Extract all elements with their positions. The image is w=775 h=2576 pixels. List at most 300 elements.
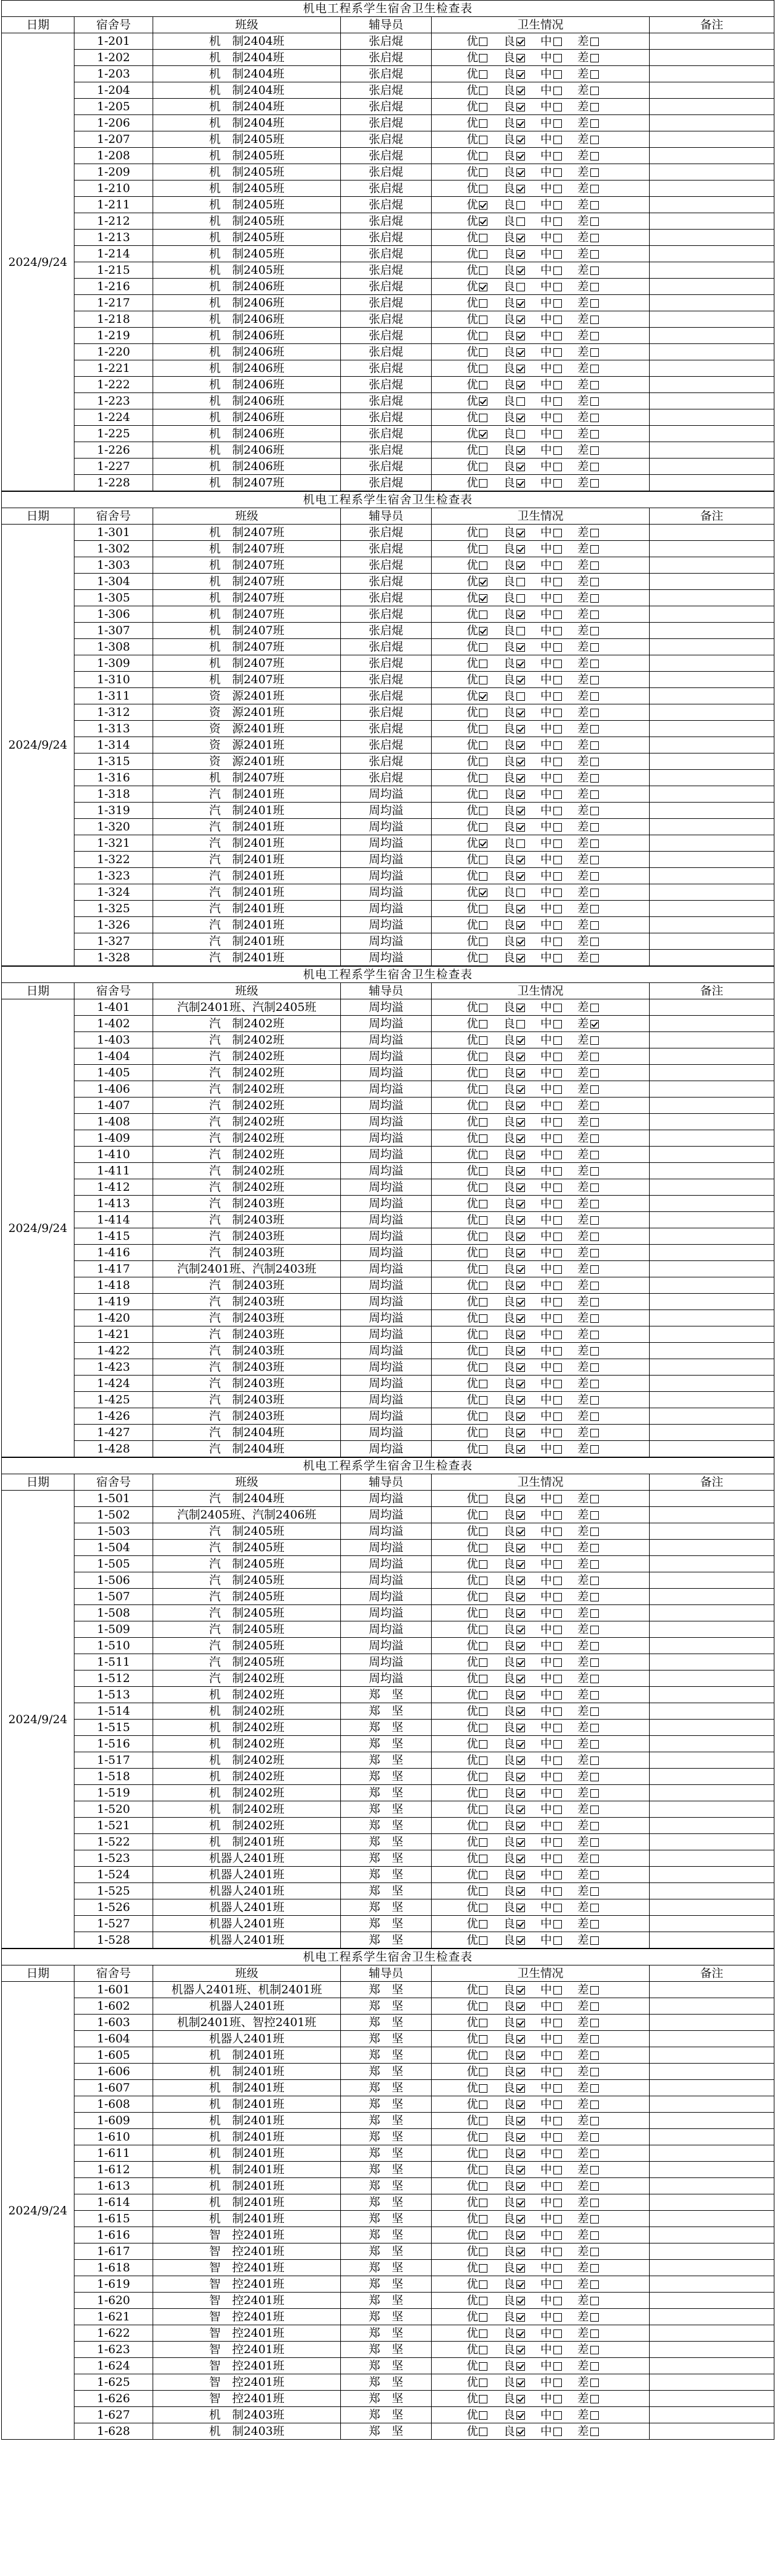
unchecked-box-icon[interactable] bbox=[590, 823, 599, 832]
unchecked-box-icon[interactable] bbox=[553, 1396, 562, 1405]
unchecked-box-icon[interactable] bbox=[590, 1740, 599, 1749]
checked-box-icon[interactable] bbox=[516, 1429, 525, 1437]
unchecked-box-icon[interactable] bbox=[516, 578, 525, 586]
unchecked-box-icon[interactable] bbox=[590, 2231, 599, 2240]
checked-box-icon[interactable] bbox=[479, 692, 487, 701]
unchecked-box-icon[interactable] bbox=[553, 872, 562, 881]
unchecked-box-icon[interactable] bbox=[590, 1593, 599, 1601]
unchecked-box-icon[interactable] bbox=[479, 1134, 487, 1143]
unchecked-box-icon[interactable] bbox=[479, 2019, 487, 2027]
unchecked-box-icon[interactable] bbox=[516, 594, 525, 603]
unchecked-box-icon[interactable] bbox=[590, 1233, 599, 1241]
unchecked-box-icon[interactable] bbox=[553, 561, 562, 570]
checked-box-icon[interactable] bbox=[516, 1855, 525, 1863]
checked-box-icon[interactable] bbox=[516, 1544, 525, 1552]
unchecked-box-icon[interactable] bbox=[479, 1528, 487, 1536]
unchecked-box-icon[interactable] bbox=[590, 741, 599, 750]
unchecked-box-icon[interactable] bbox=[479, 1789, 487, 1798]
checked-box-icon[interactable] bbox=[516, 2051, 525, 2060]
unchecked-box-icon[interactable] bbox=[479, 1314, 487, 1323]
unchecked-box-icon[interactable] bbox=[479, 660, 487, 668]
checked-box-icon[interactable] bbox=[516, 1314, 525, 1323]
unchecked-box-icon[interactable] bbox=[553, 921, 562, 930]
unchecked-box-icon[interactable] bbox=[553, 2117, 562, 2125]
unchecked-box-icon[interactable] bbox=[590, 2264, 599, 2273]
unchecked-box-icon[interactable] bbox=[553, 2199, 562, 2207]
checked-box-icon[interactable] bbox=[516, 2101, 525, 2109]
unchecked-box-icon[interactable] bbox=[479, 611, 487, 619]
unchecked-box-icon[interactable] bbox=[479, 1429, 487, 1437]
checked-box-icon[interactable] bbox=[516, 1363, 525, 1372]
unchecked-box-icon[interactable] bbox=[553, 87, 562, 95]
unchecked-box-icon[interactable] bbox=[479, 758, 487, 766]
unchecked-box-icon[interactable] bbox=[553, 1036, 562, 1045]
unchecked-box-icon[interactable] bbox=[590, 529, 599, 537]
unchecked-box-icon[interactable] bbox=[479, 136, 487, 144]
unchecked-box-icon[interactable] bbox=[553, 1085, 562, 1094]
unchecked-box-icon[interactable] bbox=[479, 545, 487, 554]
unchecked-box-icon[interactable] bbox=[479, 790, 487, 799]
unchecked-box-icon[interactable] bbox=[479, 119, 487, 128]
unchecked-box-icon[interactable] bbox=[590, 1707, 599, 1716]
unchecked-box-icon[interactable] bbox=[590, 332, 599, 340]
unchecked-box-icon[interactable] bbox=[590, 1249, 599, 1257]
unchecked-box-icon[interactable] bbox=[553, 2411, 562, 2420]
unchecked-box-icon[interactable] bbox=[479, 1577, 487, 1585]
checked-box-icon[interactable] bbox=[516, 1233, 525, 1241]
checked-box-icon[interactable] bbox=[516, 1102, 525, 1110]
unchecked-box-icon[interactable] bbox=[553, 1445, 562, 1454]
unchecked-box-icon[interactable] bbox=[590, 561, 599, 570]
checked-box-icon[interactable] bbox=[516, 2297, 525, 2305]
unchecked-box-icon[interactable] bbox=[590, 856, 599, 864]
unchecked-box-icon[interactable] bbox=[553, 1331, 562, 1339]
unchecked-box-icon[interactable] bbox=[479, 2428, 487, 2436]
unchecked-box-icon[interactable] bbox=[590, 790, 599, 799]
unchecked-box-icon[interactable] bbox=[590, 1806, 599, 1814]
unchecked-box-icon[interactable] bbox=[590, 2280, 599, 2289]
unchecked-box-icon[interactable] bbox=[590, 1871, 599, 1879]
unchecked-box-icon[interactable] bbox=[590, 1757, 599, 1765]
unchecked-box-icon[interactable] bbox=[553, 2264, 562, 2273]
unchecked-box-icon[interactable] bbox=[590, 463, 599, 471]
unchecked-box-icon[interactable] bbox=[590, 839, 599, 848]
unchecked-box-icon[interactable] bbox=[553, 2346, 562, 2354]
checked-box-icon[interactable] bbox=[516, 1577, 525, 1585]
unchecked-box-icon[interactable] bbox=[553, 2395, 562, 2403]
unchecked-box-icon[interactable] bbox=[590, 2395, 599, 2403]
unchecked-box-icon[interactable] bbox=[590, 709, 599, 717]
checked-box-icon[interactable] bbox=[516, 1757, 525, 1765]
unchecked-box-icon[interactable] bbox=[553, 2002, 562, 2011]
checked-box-icon[interactable] bbox=[516, 2182, 525, 2191]
unchecked-box-icon[interactable] bbox=[553, 938, 562, 946]
unchecked-box-icon[interactable] bbox=[590, 1184, 599, 1192]
unchecked-box-icon[interactable] bbox=[590, 660, 599, 668]
unchecked-box-icon[interactable] bbox=[479, 2280, 487, 2289]
unchecked-box-icon[interactable] bbox=[590, 217, 599, 226]
unchecked-box-icon[interactable] bbox=[590, 954, 599, 962]
checked-box-icon[interactable] bbox=[516, 529, 525, 537]
checked-box-icon[interactable] bbox=[516, 1396, 525, 1405]
unchecked-box-icon[interactable] bbox=[479, 1347, 487, 1356]
unchecked-box-icon[interactable] bbox=[590, 414, 599, 422]
unchecked-box-icon[interactable] bbox=[516, 430, 525, 439]
unchecked-box-icon[interactable] bbox=[479, 1053, 487, 1061]
unchecked-box-icon[interactable] bbox=[553, 1528, 562, 1536]
checked-box-icon[interactable] bbox=[516, 1724, 525, 1732]
checked-box-icon[interactable] bbox=[516, 2329, 525, 2338]
checked-box-icon[interactable] bbox=[516, 1691, 525, 1700]
unchecked-box-icon[interactable] bbox=[590, 1609, 599, 1618]
unchecked-box-icon[interactable] bbox=[553, 1004, 562, 1012]
checked-box-icon[interactable] bbox=[516, 250, 525, 259]
unchecked-box-icon[interactable] bbox=[553, 774, 562, 783]
unchecked-box-icon[interactable] bbox=[590, 594, 599, 603]
unchecked-box-icon[interactable] bbox=[479, 2035, 487, 2044]
checked-box-icon[interactable] bbox=[479, 430, 487, 439]
unchecked-box-icon[interactable] bbox=[553, 2428, 562, 2436]
unchecked-box-icon[interactable] bbox=[590, 2133, 599, 2142]
checked-box-icon[interactable] bbox=[516, 1609, 525, 1618]
unchecked-box-icon[interactable] bbox=[590, 2035, 599, 2044]
unchecked-box-icon[interactable] bbox=[479, 2362, 487, 2371]
unchecked-box-icon[interactable] bbox=[590, 38, 599, 46]
unchecked-box-icon[interactable] bbox=[590, 2051, 599, 2060]
unchecked-box-icon[interactable] bbox=[553, 1626, 562, 1634]
unchecked-box-icon[interactable] bbox=[590, 2166, 599, 2174]
unchecked-box-icon[interactable] bbox=[590, 1282, 599, 1290]
unchecked-box-icon[interactable] bbox=[590, 381, 599, 389]
unchecked-box-icon[interactable] bbox=[516, 217, 525, 226]
unchecked-box-icon[interactable] bbox=[590, 1986, 599, 1995]
checked-box-icon[interactable] bbox=[516, 1184, 525, 1192]
checked-box-icon[interactable] bbox=[516, 1920, 525, 1929]
unchecked-box-icon[interactable] bbox=[590, 1658, 599, 1667]
unchecked-box-icon[interactable] bbox=[479, 921, 487, 930]
unchecked-box-icon[interactable] bbox=[553, 2019, 562, 2027]
checked-box-icon[interactable] bbox=[516, 938, 525, 946]
unchecked-box-icon[interactable] bbox=[553, 807, 562, 815]
unchecked-box-icon[interactable] bbox=[479, 676, 487, 684]
unchecked-box-icon[interactable] bbox=[590, 1724, 599, 1732]
unchecked-box-icon[interactable] bbox=[553, 2051, 562, 2060]
unchecked-box-icon[interactable] bbox=[553, 1511, 562, 1520]
unchecked-box-icon[interactable] bbox=[479, 1593, 487, 1601]
unchecked-box-icon[interactable] bbox=[553, 856, 562, 864]
unchecked-box-icon[interactable] bbox=[590, 1675, 599, 1683]
unchecked-box-icon[interactable] bbox=[479, 1838, 487, 1847]
unchecked-box-icon[interactable] bbox=[479, 1151, 487, 1159]
checked-box-icon[interactable] bbox=[516, 1675, 525, 1683]
unchecked-box-icon[interactable] bbox=[553, 152, 562, 161]
unchecked-box-icon[interactable] bbox=[479, 1233, 487, 1241]
unchecked-box-icon[interactable] bbox=[590, 365, 599, 373]
checked-box-icon[interactable] bbox=[516, 1822, 525, 1830]
unchecked-box-icon[interactable] bbox=[590, 1134, 599, 1143]
unchecked-box-icon[interactable] bbox=[590, 2199, 599, 2207]
unchecked-box-icon[interactable] bbox=[479, 152, 487, 161]
checked-box-icon[interactable] bbox=[516, 1036, 525, 1045]
unchecked-box-icon[interactable] bbox=[590, 1920, 599, 1929]
checked-box-icon[interactable] bbox=[516, 1118, 525, 1127]
unchecked-box-icon[interactable] bbox=[479, 1085, 487, 1094]
unchecked-box-icon[interactable] bbox=[479, 2199, 487, 2207]
checked-box-icon[interactable] bbox=[516, 2280, 525, 2289]
checked-box-icon[interactable] bbox=[516, 1004, 525, 1012]
unchecked-box-icon[interactable] bbox=[553, 365, 562, 373]
unchecked-box-icon[interactable] bbox=[590, 889, 599, 897]
unchecked-box-icon[interactable] bbox=[590, 2428, 599, 2436]
unchecked-box-icon[interactable] bbox=[590, 1904, 599, 1912]
unchecked-box-icon[interactable] bbox=[479, 1773, 487, 1781]
unchecked-box-icon[interactable] bbox=[590, 1495, 599, 1503]
checked-box-icon[interactable] bbox=[516, 1511, 525, 1520]
unchecked-box-icon[interactable] bbox=[590, 1380, 599, 1388]
checked-box-icon[interactable] bbox=[516, 1658, 525, 1667]
unchecked-box-icon[interactable] bbox=[479, 1920, 487, 1929]
unchecked-box-icon[interactable] bbox=[479, 529, 487, 537]
unchecked-box-icon[interactable] bbox=[553, 676, 562, 684]
checked-box-icon[interactable] bbox=[516, 365, 525, 373]
unchecked-box-icon[interactable] bbox=[590, 103, 599, 111]
unchecked-box-icon[interactable] bbox=[590, 446, 599, 455]
unchecked-box-icon[interactable] bbox=[553, 1495, 562, 1503]
unchecked-box-icon[interactable] bbox=[590, 2346, 599, 2354]
unchecked-box-icon[interactable] bbox=[590, 1085, 599, 1094]
unchecked-box-icon[interactable] bbox=[590, 2101, 599, 2109]
unchecked-box-icon[interactable] bbox=[553, 348, 562, 357]
checked-box-icon[interactable] bbox=[516, 381, 525, 389]
unchecked-box-icon[interactable] bbox=[590, 54, 599, 62]
unchecked-box-icon[interactable] bbox=[479, 316, 487, 324]
unchecked-box-icon[interactable] bbox=[479, 365, 487, 373]
unchecked-box-icon[interactable] bbox=[590, 545, 599, 554]
unchecked-box-icon[interactable] bbox=[590, 1102, 599, 1110]
checked-box-icon[interactable] bbox=[516, 2346, 525, 2354]
unchecked-box-icon[interactable] bbox=[479, 267, 487, 275]
unchecked-box-icon[interactable] bbox=[590, 2117, 599, 2125]
unchecked-box-icon[interactable] bbox=[590, 938, 599, 946]
unchecked-box-icon[interactable] bbox=[590, 1298, 599, 1306]
unchecked-box-icon[interactable] bbox=[590, 921, 599, 930]
unchecked-box-icon[interactable] bbox=[590, 872, 599, 881]
unchecked-box-icon[interactable] bbox=[516, 839, 525, 848]
unchecked-box-icon[interactable] bbox=[553, 2150, 562, 2158]
checked-box-icon[interactable] bbox=[516, 856, 525, 864]
checked-box-icon[interactable] bbox=[479, 397, 487, 406]
unchecked-box-icon[interactable] bbox=[553, 2248, 562, 2256]
unchecked-box-icon[interactable] bbox=[553, 1986, 562, 1995]
checked-box-icon[interactable] bbox=[516, 660, 525, 668]
checked-box-icon[interactable] bbox=[516, 1445, 525, 1454]
unchecked-box-icon[interactable] bbox=[553, 1806, 562, 1814]
unchecked-box-icon[interactable] bbox=[516, 397, 525, 406]
unchecked-box-icon[interactable] bbox=[553, 1871, 562, 1879]
unchecked-box-icon[interactable] bbox=[590, 397, 599, 406]
checked-box-icon[interactable] bbox=[516, 2199, 525, 2207]
checked-box-icon[interactable] bbox=[516, 1347, 525, 1356]
unchecked-box-icon[interactable] bbox=[590, 2362, 599, 2371]
checked-box-icon[interactable] bbox=[479, 627, 487, 635]
unchecked-box-icon[interactable] bbox=[590, 774, 599, 783]
checked-box-icon[interactable] bbox=[516, 1936, 525, 1945]
unchecked-box-icon[interactable] bbox=[553, 414, 562, 422]
unchecked-box-icon[interactable] bbox=[479, 1265, 487, 1274]
checked-box-icon[interactable] bbox=[516, 316, 525, 324]
unchecked-box-icon[interactable] bbox=[553, 1855, 562, 1863]
unchecked-box-icon[interactable] bbox=[553, 479, 562, 488]
unchecked-box-icon[interactable] bbox=[479, 38, 487, 46]
checked-box-icon[interactable] bbox=[516, 87, 525, 95]
checked-box-icon[interactable] bbox=[516, 921, 525, 930]
unchecked-box-icon[interactable] bbox=[553, 1282, 562, 1290]
unchecked-box-icon[interactable] bbox=[553, 1675, 562, 1683]
unchecked-box-icon[interactable] bbox=[553, 168, 562, 177]
checked-box-icon[interactable] bbox=[516, 1904, 525, 1912]
unchecked-box-icon[interactable] bbox=[590, 1429, 599, 1437]
unchecked-box-icon[interactable] bbox=[479, 87, 487, 95]
checked-box-icon[interactable] bbox=[516, 332, 525, 340]
unchecked-box-icon[interactable] bbox=[590, 1511, 599, 1520]
unchecked-box-icon[interactable] bbox=[553, 1249, 562, 1257]
checked-box-icon[interactable] bbox=[516, 725, 525, 733]
unchecked-box-icon[interactable] bbox=[479, 2264, 487, 2273]
unchecked-box-icon[interactable] bbox=[590, 250, 599, 259]
checked-box-icon[interactable] bbox=[479, 839, 487, 848]
unchecked-box-icon[interactable] bbox=[590, 2084, 599, 2093]
unchecked-box-icon[interactable] bbox=[479, 1396, 487, 1405]
checked-box-icon[interactable] bbox=[516, 709, 525, 717]
unchecked-box-icon[interactable] bbox=[479, 1020, 487, 1028]
unchecked-box-icon[interactable] bbox=[553, 1412, 562, 1421]
checked-box-icon[interactable] bbox=[516, 1249, 525, 1257]
unchecked-box-icon[interactable] bbox=[479, 103, 487, 111]
unchecked-box-icon[interactable] bbox=[590, 283, 599, 291]
unchecked-box-icon[interactable] bbox=[590, 316, 599, 324]
unchecked-box-icon[interactable] bbox=[553, 1184, 562, 1192]
checked-box-icon[interactable] bbox=[479, 594, 487, 603]
unchecked-box-icon[interactable] bbox=[553, 1789, 562, 1798]
unchecked-box-icon[interactable] bbox=[553, 889, 562, 897]
unchecked-box-icon[interactable] bbox=[479, 1380, 487, 1388]
unchecked-box-icon[interactable] bbox=[590, 479, 599, 488]
unchecked-box-icon[interactable] bbox=[590, 1626, 599, 1634]
unchecked-box-icon[interactable] bbox=[479, 2101, 487, 2109]
unchecked-box-icon[interactable] bbox=[590, 758, 599, 766]
checked-box-icon[interactable] bbox=[516, 2231, 525, 2240]
unchecked-box-icon[interactable] bbox=[516, 201, 525, 210]
checked-box-icon[interactable] bbox=[516, 676, 525, 684]
unchecked-box-icon[interactable] bbox=[590, 1118, 599, 1127]
unchecked-box-icon[interactable] bbox=[479, 2002, 487, 2011]
unchecked-box-icon[interactable] bbox=[553, 2084, 562, 2093]
checked-box-icon[interactable] bbox=[516, 1626, 525, 1634]
unchecked-box-icon[interactable] bbox=[590, 1004, 599, 1012]
unchecked-box-icon[interactable] bbox=[553, 578, 562, 586]
unchecked-box-icon[interactable] bbox=[479, 1609, 487, 1618]
unchecked-box-icon[interactable] bbox=[590, 1789, 599, 1798]
unchecked-box-icon[interactable] bbox=[479, 807, 487, 815]
unchecked-box-icon[interactable] bbox=[479, 1282, 487, 1290]
unchecked-box-icon[interactable] bbox=[479, 381, 487, 389]
unchecked-box-icon[interactable] bbox=[553, 839, 562, 848]
checked-box-icon[interactable] bbox=[516, 1331, 525, 1339]
unchecked-box-icon[interactable] bbox=[479, 1544, 487, 1552]
unchecked-box-icon[interactable] bbox=[553, 1118, 562, 1127]
unchecked-box-icon[interactable] bbox=[479, 1363, 487, 1372]
unchecked-box-icon[interactable] bbox=[553, 1544, 562, 1552]
unchecked-box-icon[interactable] bbox=[590, 1396, 599, 1405]
unchecked-box-icon[interactable] bbox=[590, 1200, 599, 1208]
checked-box-icon[interactable] bbox=[516, 414, 525, 422]
unchecked-box-icon[interactable] bbox=[590, 2019, 599, 2027]
unchecked-box-icon[interactable] bbox=[590, 2248, 599, 2256]
unchecked-box-icon[interactable] bbox=[590, 1216, 599, 1225]
unchecked-box-icon[interactable] bbox=[590, 70, 599, 79]
unchecked-box-icon[interactable] bbox=[553, 545, 562, 554]
unchecked-box-icon[interactable] bbox=[553, 2182, 562, 2191]
unchecked-box-icon[interactable] bbox=[479, 1560, 487, 1569]
unchecked-box-icon[interactable] bbox=[590, 2379, 599, 2387]
unchecked-box-icon[interactable] bbox=[479, 1757, 487, 1765]
unchecked-box-icon[interactable] bbox=[553, 1838, 562, 1847]
unchecked-box-icon[interactable] bbox=[479, 1184, 487, 1192]
unchecked-box-icon[interactable] bbox=[553, 594, 562, 603]
unchecked-box-icon[interactable] bbox=[479, 2297, 487, 2305]
unchecked-box-icon[interactable] bbox=[553, 397, 562, 406]
unchecked-box-icon[interactable] bbox=[553, 954, 562, 962]
checked-box-icon[interactable] bbox=[516, 1412, 525, 1421]
unchecked-box-icon[interactable] bbox=[553, 2215, 562, 2223]
unchecked-box-icon[interactable] bbox=[553, 529, 562, 537]
unchecked-box-icon[interactable] bbox=[590, 807, 599, 815]
checked-box-icon[interactable] bbox=[516, 299, 525, 308]
unchecked-box-icon[interactable] bbox=[590, 1412, 599, 1421]
unchecked-box-icon[interactable] bbox=[479, 1707, 487, 1716]
checked-box-icon[interactable] bbox=[516, 348, 525, 357]
checked-box-icon[interactable] bbox=[516, 1167, 525, 1176]
unchecked-box-icon[interactable] bbox=[553, 1363, 562, 1372]
unchecked-box-icon[interactable] bbox=[553, 2313, 562, 2322]
unchecked-box-icon[interactable] bbox=[516, 692, 525, 701]
unchecked-box-icon[interactable] bbox=[590, 1544, 599, 1552]
unchecked-box-icon[interactable] bbox=[479, 1167, 487, 1176]
unchecked-box-icon[interactable] bbox=[479, 938, 487, 946]
unchecked-box-icon[interactable] bbox=[479, 1036, 487, 1045]
unchecked-box-icon[interactable] bbox=[553, 709, 562, 717]
unchecked-box-icon[interactable] bbox=[553, 692, 562, 701]
unchecked-box-icon[interactable] bbox=[553, 1151, 562, 1159]
unchecked-box-icon[interactable] bbox=[553, 1822, 562, 1830]
unchecked-box-icon[interactable] bbox=[479, 1740, 487, 1749]
unchecked-box-icon[interactable] bbox=[479, 1887, 487, 1896]
unchecked-box-icon[interactable] bbox=[553, 1740, 562, 1749]
unchecked-box-icon[interactable] bbox=[479, 856, 487, 864]
checked-box-icon[interactable] bbox=[516, 54, 525, 62]
unchecked-box-icon[interactable] bbox=[553, 1167, 562, 1176]
unchecked-box-icon[interactable] bbox=[479, 2133, 487, 2142]
checked-box-icon[interactable] bbox=[516, 1773, 525, 1781]
unchecked-box-icon[interactable] bbox=[590, 1642, 599, 1651]
unchecked-box-icon[interactable] bbox=[553, 758, 562, 766]
checked-box-icon[interactable] bbox=[516, 2133, 525, 2142]
unchecked-box-icon[interactable] bbox=[479, 70, 487, 79]
checked-box-icon[interactable] bbox=[516, 2395, 525, 2403]
unchecked-box-icon[interactable] bbox=[553, 185, 562, 193]
unchecked-box-icon[interactable] bbox=[553, 725, 562, 733]
unchecked-box-icon[interactable] bbox=[553, 54, 562, 62]
